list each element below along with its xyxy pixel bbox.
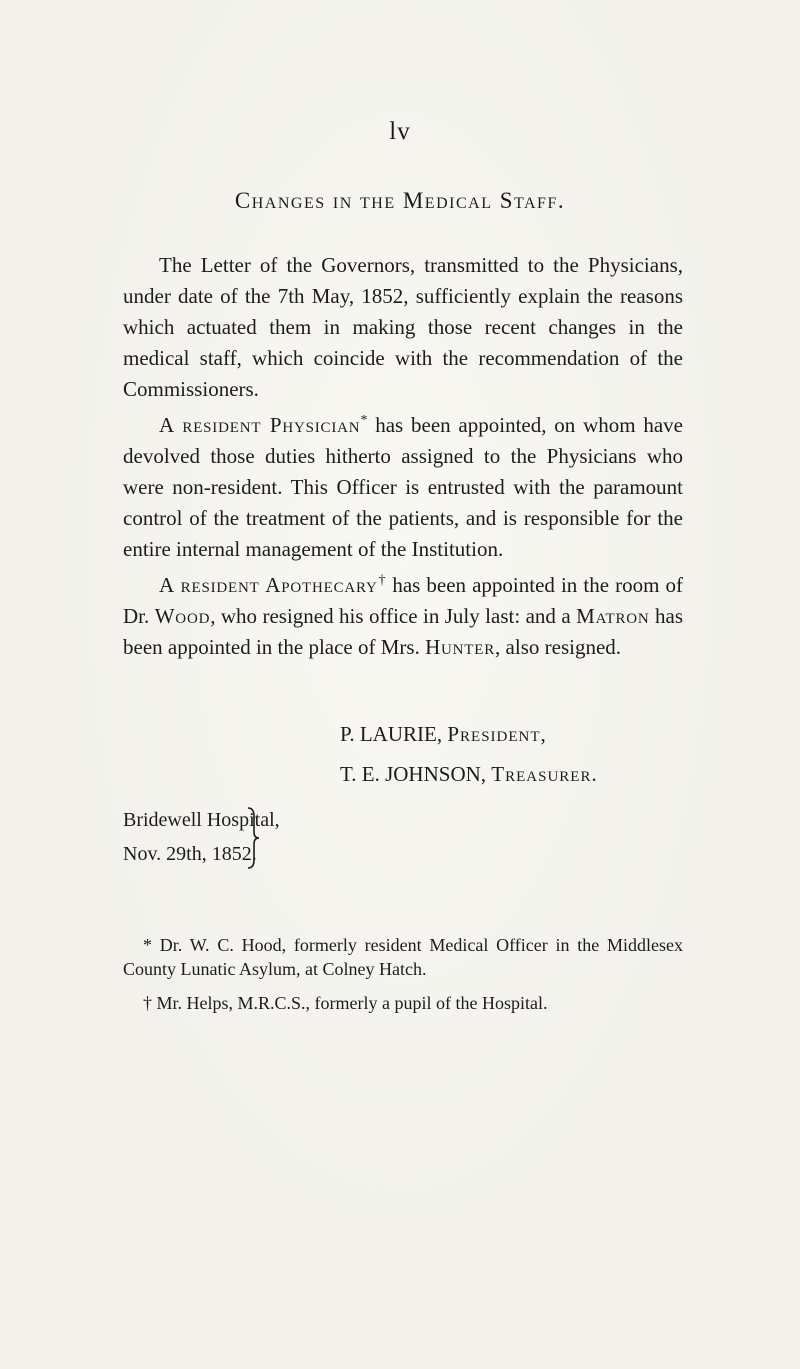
signature-block	[340, 714, 598, 794]
treasurer-name: T. E. JOHNSON,	[340, 762, 492, 786]
apothecary-text-3: has been appointed in the place of Mrs.	[123, 604, 683, 659]
dateline-place: Bridewell Hospital,	[123, 809, 280, 831]
footnote-marker-dagger: †	[377, 573, 387, 588]
resident-physician-label: A resident Physician	[159, 413, 361, 437]
matron-label: Matron	[576, 604, 650, 628]
section-heading: Changes in the Medical Staff.	[234, 188, 566, 213]
paragraph-resident-apothecary	[123, 565, 683, 663]
name-hunter: Hunter	[425, 635, 496, 659]
dateline-date: Nov. 29th, 1852.	[123, 843, 257, 865]
apothecary-text-1: has been appointed in the room of Dr.	[123, 573, 683, 628]
page-number: lv	[389, 118, 411, 145]
president-name: P. LAURIE,	[340, 722, 448, 746]
footnote-hood: * Dr. W. C. Hood, formerly resident Medical Officer in the Middlesex County Lunatic Asylum, at Colney Hatch.	[123, 935, 683, 979]
paragraph-governors-letter: The Letter of the Governors, transmitted to the Physicians, under date of the 7th May, 1852, sufficiently explain the reasons which actuated them in making those recent changes in the medical staff, which coincide with the recommendation of the Commissioners.	[123, 253, 683, 401]
right-brace-icon	[246, 806, 260, 870]
resident-apothecary-label: A resident Apothecary	[159, 573, 378, 597]
footnote-helps: † Mr. Helps, M.R.C.S., formerly a pupil of the Hospital.	[143, 993, 548, 1013]
signature-treasurer	[340, 754, 598, 794]
apothecary-text-2: , who resigned his office in July last: and a	[210, 604, 577, 628]
name-wood: Wood	[154, 604, 211, 628]
apothecary-text-end: , also resigned.	[495, 635, 622, 659]
treasurer-title: Treasurer.	[491, 762, 598, 786]
resident-physician-text: has been appointed, on whom have devolved those duties hitherto assigned to the Physicians who were non-resident. This Officer is entrusted with the paramount control of the treatment of the patients, and is responsible for the entire internal management of the Institution.	[123, 413, 683, 561]
president-title: President,	[447, 722, 547, 746]
paragraph-resident-physician	[123, 405, 683, 565]
body-text	[123, 250, 683, 663]
signature-president	[340, 714, 598, 754]
footnote-marker-asterisk: *	[360, 413, 368, 428]
footnotes	[123, 933, 683, 1025]
